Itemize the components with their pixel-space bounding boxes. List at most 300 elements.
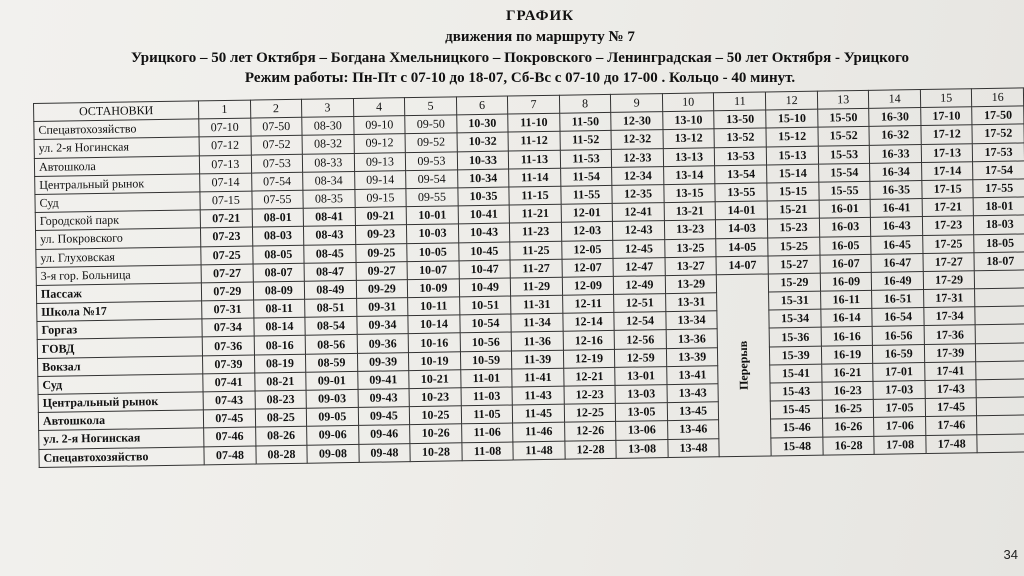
departure-time: 08-28 bbox=[256, 445, 308, 464]
departure-time: 13-29 bbox=[665, 275, 717, 294]
departure-time: 09-05 bbox=[306, 408, 358, 427]
departure-time: 11-03 bbox=[461, 387, 513, 406]
departure-time: 08-23 bbox=[255, 390, 307, 409]
schedule-title: ГРАФИК bbox=[505, 8, 575, 24]
departure-time: 16-35 bbox=[870, 180, 922, 199]
departure-time: 12-11 bbox=[562, 294, 614, 313]
departure-time: 14-01 bbox=[715, 201, 767, 220]
departure-time: 08-35 bbox=[303, 189, 355, 208]
departure-time: 10-33 bbox=[457, 151, 509, 170]
stop-name: Вокзал bbox=[38, 355, 203, 376]
departure-time: 16-41 bbox=[870, 199, 922, 218]
departure-time: 13-15 bbox=[664, 184, 716, 203]
departure-time: 09-39 bbox=[357, 352, 409, 371]
stop-name: Спецавтохозяйство bbox=[39, 446, 204, 467]
departure-time: 11-27 bbox=[510, 259, 562, 278]
stop-name: Городской парк bbox=[35, 210, 200, 231]
departure-time: 08-30 bbox=[302, 117, 354, 136]
departure-time: 17-39 bbox=[924, 343, 976, 362]
departure-time: 10-34 bbox=[457, 169, 509, 188]
stop-name: ул. 2-я Ногинская bbox=[39, 428, 204, 449]
departure-time: 07-27 bbox=[201, 264, 253, 283]
departure-time: 07-43 bbox=[203, 391, 255, 410]
departure-time: 10-59 bbox=[460, 351, 512, 370]
departure-time: 11-41 bbox=[512, 368, 564, 387]
departure-time: 17-08 bbox=[874, 435, 926, 454]
departure-time: 10-21 bbox=[409, 370, 461, 389]
departure-time: 11-15 bbox=[509, 186, 561, 205]
trip-column-header: 10 bbox=[662, 93, 714, 112]
departure-time: 11-55 bbox=[561, 185, 613, 204]
trip-column-header: 2 bbox=[250, 99, 302, 118]
departure-time: 15-39 bbox=[770, 346, 822, 365]
trip-column-header: 3 bbox=[302, 98, 354, 117]
stop-name: Автошкола bbox=[34, 155, 199, 176]
departure-time bbox=[976, 379, 1024, 398]
departure-time: 17-53 bbox=[973, 142, 1024, 161]
departure-time: 17-48 bbox=[926, 434, 978, 453]
departure-time: 08-25 bbox=[255, 408, 307, 427]
departure-time: 15-46 bbox=[771, 419, 823, 438]
trip-column-header: 4 bbox=[353, 98, 405, 117]
departure-time: 10-56 bbox=[460, 332, 512, 351]
departure-time: 17-14 bbox=[921, 161, 973, 180]
departure-time: 16-03 bbox=[819, 218, 871, 237]
departure-time: 16-09 bbox=[820, 272, 872, 291]
trip-column-header: 7 bbox=[508, 95, 560, 114]
departure-time: 17-29 bbox=[923, 271, 975, 290]
departure-time: 17-43 bbox=[925, 380, 977, 399]
departure-time: 16-21 bbox=[822, 363, 874, 382]
departure-time: 08-32 bbox=[302, 135, 354, 154]
break-cell bbox=[717, 274, 772, 457]
operating-hours: Режим работы: Пн-Пт с 07-10 до 18-07, Сб-Вс с 07-10 до 17-00 . Кольцо - 40 минут. bbox=[244, 70, 796, 86]
departure-time: 08-43 bbox=[304, 226, 356, 245]
departure-time: 09-14 bbox=[354, 170, 406, 189]
departure-time bbox=[977, 397, 1024, 416]
departure-time: 10-11 bbox=[408, 297, 460, 316]
departure-time: 12-09 bbox=[562, 276, 614, 295]
departure-time: 12-34 bbox=[612, 166, 664, 185]
departure-time: 11-25 bbox=[510, 241, 562, 260]
departure-time: 09-45 bbox=[358, 407, 410, 426]
departure-time: 11-53 bbox=[560, 149, 612, 168]
departure-time: 09-27 bbox=[356, 261, 408, 280]
departure-time: 12-47 bbox=[613, 257, 665, 276]
stop-name: ул. 2-я Ногинская bbox=[34, 137, 199, 158]
departure-time: 12-54 bbox=[614, 312, 666, 331]
departure-time: 11-45 bbox=[513, 404, 565, 423]
departure-time: 16-16 bbox=[821, 327, 873, 346]
departure-time: 17-23 bbox=[922, 216, 974, 235]
departure-time: 13-08 bbox=[616, 439, 668, 458]
departure-time: 09-46 bbox=[358, 425, 410, 444]
departure-time: 11-52 bbox=[560, 131, 612, 150]
departure-time: 13-12 bbox=[663, 129, 715, 148]
departure-time: 16-28 bbox=[823, 436, 875, 455]
departure-time: 11-31 bbox=[511, 295, 563, 314]
departure-time: 13-39 bbox=[666, 347, 718, 366]
departure-time: 10-51 bbox=[459, 296, 511, 315]
departure-time: 08-54 bbox=[305, 317, 357, 336]
departure-time: 16-59 bbox=[873, 344, 925, 363]
departure-time: 10-32 bbox=[457, 132, 509, 151]
departure-time: 16-47 bbox=[871, 253, 923, 272]
departure-time bbox=[975, 306, 1024, 325]
departure-time: 12-32 bbox=[611, 130, 663, 149]
departure-time: 09-21 bbox=[355, 207, 407, 226]
departure-time: 12-41 bbox=[612, 203, 664, 222]
departure-time: 12-03 bbox=[561, 222, 613, 241]
departure-time: 16-19 bbox=[821, 345, 873, 364]
departure-time: 12-45 bbox=[613, 239, 665, 258]
departure-time: 17-27 bbox=[923, 252, 975, 271]
departure-time: 15-27 bbox=[768, 255, 820, 274]
departure-time: 12-49 bbox=[614, 275, 666, 294]
departure-time: 07-12 bbox=[199, 136, 251, 155]
departure-time: 07-21 bbox=[200, 209, 252, 228]
departure-time: 13-14 bbox=[663, 166, 715, 185]
departure-time: 16-54 bbox=[872, 308, 924, 327]
departure-time: 12-25 bbox=[564, 404, 616, 423]
departure-time: 11-08 bbox=[462, 442, 514, 461]
departure-time: 08-05 bbox=[252, 245, 304, 264]
trip-column-header: 13 bbox=[817, 90, 869, 109]
stop-name: Центральный рынок bbox=[38, 392, 203, 413]
departure-time: 13-01 bbox=[615, 366, 667, 385]
trip-column-header: 9 bbox=[611, 94, 663, 113]
departure-time: 09-34 bbox=[357, 316, 409, 335]
departure-time: 12-23 bbox=[564, 385, 616, 404]
departure-time: 15-48 bbox=[771, 437, 823, 456]
departure-time: 12-35 bbox=[612, 185, 664, 204]
departure-time: 09-55 bbox=[406, 188, 458, 207]
departure-time: 09-01 bbox=[306, 371, 358, 390]
departure-time: 16-11 bbox=[820, 290, 872, 309]
departure-time: 12-33 bbox=[612, 148, 664, 167]
departure-time: 10-49 bbox=[459, 278, 511, 297]
departure-time: 10-19 bbox=[409, 351, 461, 370]
departure-time bbox=[975, 270, 1024, 289]
departure-time: 17-52 bbox=[972, 124, 1024, 143]
departure-time: 15-36 bbox=[769, 328, 821, 347]
departure-time: 08-34 bbox=[303, 171, 355, 190]
departure-time bbox=[976, 361, 1024, 380]
departure-time: 08-03 bbox=[252, 227, 304, 246]
departure-time: 17-54 bbox=[973, 161, 1024, 180]
departure-time: 16-56 bbox=[872, 326, 924, 345]
departure-time: 11-10 bbox=[508, 113, 560, 132]
departure-time: 10-41 bbox=[458, 205, 510, 224]
trip-column-header: 15 bbox=[920, 89, 972, 108]
departure-time: 11-05 bbox=[461, 405, 513, 424]
departure-time: 10-16 bbox=[408, 333, 460, 352]
departure-time: 12-14 bbox=[563, 313, 615, 332]
departure-time: 09-48 bbox=[359, 443, 411, 462]
departure-time: 16-26 bbox=[822, 418, 874, 437]
departure-time: 08-51 bbox=[305, 299, 357, 318]
departure-time: 15-50 bbox=[818, 109, 870, 128]
departure-time: 17-41 bbox=[925, 362, 977, 381]
trip-column-header: 16 bbox=[972, 88, 1024, 107]
departure-time: 13-46 bbox=[667, 420, 719, 439]
departure-time: 17-31 bbox=[923, 289, 975, 308]
departure-time: 07-23 bbox=[201, 227, 253, 246]
departure-time: 12-56 bbox=[614, 330, 666, 349]
stop-name: Горгаз bbox=[37, 319, 202, 340]
departure-time: 09-36 bbox=[357, 334, 409, 353]
departure-time: 13-34 bbox=[666, 311, 718, 330]
departure-time: 15-25 bbox=[768, 237, 820, 256]
departure-time: 07-39 bbox=[203, 355, 255, 374]
departure-time: 13-36 bbox=[666, 329, 718, 348]
departure-time: 11-50 bbox=[559, 113, 611, 132]
departure-time: 08-26 bbox=[255, 427, 307, 446]
departure-time: 07-55 bbox=[252, 190, 304, 209]
departure-time: 07-14 bbox=[200, 173, 252, 192]
departure-time: 13-13 bbox=[663, 147, 715, 166]
departure-time: 10-14 bbox=[408, 315, 460, 334]
departure-time: 08-09 bbox=[253, 281, 305, 300]
stop-name: Школа №17 bbox=[37, 301, 202, 322]
departure-time: 17-01 bbox=[873, 362, 925, 381]
departure-time: 17-25 bbox=[923, 234, 975, 253]
departure-time: 09-25 bbox=[355, 243, 407, 262]
departure-time: 10-05 bbox=[407, 242, 459, 261]
departure-time: 17-55 bbox=[973, 179, 1024, 198]
departure-time: 15-41 bbox=[770, 364, 822, 383]
departure-time: 12-43 bbox=[613, 221, 665, 240]
departure-time: 11-46 bbox=[513, 423, 565, 442]
stop-name: Суд bbox=[35, 192, 200, 213]
departure-time: 13-45 bbox=[667, 402, 719, 421]
departure-time: 17-34 bbox=[924, 307, 976, 326]
departure-time: 07-25 bbox=[201, 246, 253, 265]
departure-time: 14-05 bbox=[716, 237, 768, 256]
departure-time: 13-43 bbox=[667, 384, 719, 403]
departure-time: 10-35 bbox=[458, 187, 510, 206]
departure-time: 13-50 bbox=[714, 110, 766, 129]
departure-time: 13-27 bbox=[665, 256, 717, 275]
departure-time: 16-07 bbox=[820, 254, 872, 273]
departure-time: 17-45 bbox=[925, 398, 977, 417]
departure-time: 11-34 bbox=[511, 313, 563, 332]
departure-time: 17-21 bbox=[922, 198, 974, 217]
departure-time: 10-26 bbox=[410, 424, 462, 443]
departure-time: 10-01 bbox=[406, 206, 458, 225]
departure-time: 09-12 bbox=[354, 134, 406, 153]
departure-time: 11-01 bbox=[460, 369, 512, 388]
departure-time: 11-39 bbox=[512, 350, 564, 369]
departure-time: 10-03 bbox=[407, 224, 459, 243]
departure-time: 10-23 bbox=[409, 388, 461, 407]
departure-time: 17-10 bbox=[921, 107, 973, 126]
departure-time: 12-59 bbox=[615, 348, 667, 367]
departure-time: 09-15 bbox=[355, 189, 407, 208]
departure-time: 15-52 bbox=[818, 127, 870, 146]
route-description: Урицкого – 50 лет Октября – Богдана Хмельницкого – Покровского – Ленинградская – 50 лет Октября - Урицкого bbox=[130, 50, 910, 66]
departure-time: 10-28 bbox=[410, 442, 462, 461]
stop-name: ГОВД bbox=[37, 337, 202, 358]
departure-time: 12-05 bbox=[561, 240, 613, 259]
departure-time: 09-53 bbox=[406, 151, 458, 170]
departure-time: 13-05 bbox=[616, 403, 668, 422]
break-label: Перерыв bbox=[736, 340, 751, 390]
departure-time: 17-36 bbox=[924, 325, 976, 344]
departure-time: 10-07 bbox=[407, 261, 459, 280]
departure-time: 13-06 bbox=[616, 421, 668, 440]
departure-time: 10-43 bbox=[458, 223, 510, 242]
departure-time: 16-01 bbox=[819, 199, 871, 218]
departure-time: 07-15 bbox=[200, 191, 252, 210]
page-number: 34 bbox=[1003, 547, 1018, 562]
departure-time: 11-21 bbox=[509, 204, 561, 223]
departure-time: 08-49 bbox=[304, 280, 356, 299]
departure-time: 07-29 bbox=[201, 282, 253, 301]
departure-time: 12-26 bbox=[564, 422, 616, 441]
departure-time: 07-31 bbox=[202, 300, 254, 319]
departure-time: 14-07 bbox=[716, 256, 768, 275]
departure-time: 12-28 bbox=[565, 440, 617, 459]
departure-time: 08-47 bbox=[304, 262, 356, 281]
departure-time: 08-45 bbox=[304, 244, 356, 263]
departure-time: 08-19 bbox=[254, 354, 306, 373]
stop-name: Центральный рынок bbox=[35, 174, 200, 195]
departure-time: 16-43 bbox=[871, 217, 923, 236]
departure-time: 15-43 bbox=[770, 382, 822, 401]
departure-time: 09-54 bbox=[406, 170, 458, 189]
departure-time: 07-10 bbox=[199, 118, 251, 137]
departure-time: 09-23 bbox=[355, 225, 407, 244]
departure-time: 10-47 bbox=[459, 260, 511, 279]
trip-column-header: 5 bbox=[405, 97, 457, 116]
departure-time: 08-41 bbox=[303, 208, 355, 227]
departure-time: 13-10 bbox=[663, 111, 715, 130]
departure-time: 12-19 bbox=[563, 349, 615, 368]
stop-name: Спецавтохозяйство bbox=[34, 119, 199, 140]
departure-time: 10-09 bbox=[408, 279, 460, 298]
departure-time: 07-54 bbox=[251, 172, 303, 191]
stops-column-header: ОСТАНОВКИ bbox=[34, 101, 199, 122]
departure-time: 07-36 bbox=[202, 336, 254, 355]
departure-time: 09-31 bbox=[356, 298, 408, 317]
departure-time: 07-41 bbox=[203, 373, 255, 392]
departure-time: 16-33 bbox=[870, 144, 922, 163]
departure-time: 07-48 bbox=[204, 446, 256, 465]
departure-time: 16-14 bbox=[821, 309, 873, 328]
departure-time: 15-45 bbox=[771, 400, 823, 419]
departure-time: 17-15 bbox=[922, 180, 974, 199]
stop-name: ул. Покровского bbox=[36, 228, 201, 249]
departure-time: 15-15 bbox=[767, 182, 819, 201]
departure-time: 15-21 bbox=[767, 200, 819, 219]
departure-time: 11-48 bbox=[513, 441, 565, 460]
trip-column-header: 14 bbox=[869, 90, 921, 109]
departure-time: 08-56 bbox=[305, 335, 357, 354]
departure-time: 16-30 bbox=[869, 108, 921, 127]
departure-time: 10-54 bbox=[460, 314, 512, 333]
departure-time: 11-43 bbox=[512, 386, 564, 405]
departure-time: 15-54 bbox=[818, 163, 870, 182]
departure-time: 13-03 bbox=[615, 385, 667, 404]
departure-time: 09-03 bbox=[306, 389, 358, 408]
departure-time: 08-16 bbox=[254, 336, 306, 355]
stop-name: Автошкола bbox=[38, 410, 203, 431]
departure-time: 09-10 bbox=[353, 116, 405, 135]
schedule-table bbox=[33, 87, 1024, 467]
departure-time: 17-03 bbox=[873, 381, 925, 400]
departure-time: 18-01 bbox=[974, 197, 1024, 216]
departure-time: 13-21 bbox=[664, 202, 716, 221]
departure-time bbox=[976, 343, 1024, 362]
departure-time: 11-36 bbox=[511, 332, 563, 351]
departure-time: 13-53 bbox=[715, 147, 767, 166]
trip-column-header: 8 bbox=[559, 94, 611, 113]
departure-time: 08-59 bbox=[306, 353, 358, 372]
departure-time: 17-46 bbox=[925, 416, 977, 435]
departure-time: 17-05 bbox=[874, 399, 926, 418]
departure-time: 08-01 bbox=[252, 208, 304, 227]
departure-time: 16-25 bbox=[822, 400, 874, 419]
trip-column-header: 12 bbox=[766, 91, 818, 110]
departure-time: 11-29 bbox=[511, 277, 563, 296]
departure-time: 11-54 bbox=[560, 167, 612, 186]
departure-time: 16-34 bbox=[870, 162, 922, 181]
departure-time: 12-51 bbox=[614, 294, 666, 313]
departure-time: 07-53 bbox=[251, 154, 303, 173]
departure-time: 11-06 bbox=[461, 423, 513, 442]
trip-column-header: 1 bbox=[199, 100, 251, 119]
departure-time: 13-41 bbox=[667, 366, 719, 385]
departure-time: 08-11 bbox=[253, 299, 305, 318]
departure-time: 07-45 bbox=[203, 409, 255, 428]
departure-time: 10-25 bbox=[410, 406, 462, 425]
departure-time: 07-13 bbox=[199, 155, 251, 174]
schedule-subtitle: движения по маршруту № 7 bbox=[445, 29, 635, 45]
departure-time: 09-43 bbox=[358, 389, 410, 408]
departure-time: 13-55 bbox=[715, 183, 767, 202]
departure-time bbox=[975, 288, 1024, 307]
departure-time: 10-45 bbox=[458, 242, 510, 261]
departure-time bbox=[977, 433, 1024, 452]
departure-time: 09-13 bbox=[354, 152, 406, 171]
departure-time: 13-52 bbox=[714, 128, 766, 147]
trip-column-header: 6 bbox=[456, 96, 508, 115]
stop-name: Суд bbox=[38, 374, 203, 395]
departure-time: 15-34 bbox=[769, 309, 821, 328]
stop-name: ул. Глуховская bbox=[36, 246, 201, 267]
departure-time: 15-29 bbox=[769, 273, 821, 292]
departure-time: 08-21 bbox=[254, 372, 306, 391]
departure-time: 15-12 bbox=[766, 128, 818, 147]
stop-name: 3-я гор. Больница bbox=[36, 265, 201, 286]
departure-time: 15-31 bbox=[769, 291, 821, 310]
departure-time: 18-07 bbox=[974, 252, 1024, 271]
departure-time: 15-13 bbox=[767, 146, 819, 165]
departure-time: 07-34 bbox=[202, 318, 254, 337]
departure-time: 09-50 bbox=[405, 115, 457, 134]
departure-time: 11-14 bbox=[509, 168, 561, 187]
departure-time bbox=[977, 415, 1024, 434]
departure-time: 14-03 bbox=[716, 219, 768, 238]
departure-time: 12-21 bbox=[563, 367, 615, 386]
departure-time: 15-55 bbox=[819, 181, 871, 200]
departure-time: 13-48 bbox=[668, 438, 720, 457]
departure-time: 16-45 bbox=[871, 235, 923, 254]
departure-time: 16-32 bbox=[869, 126, 921, 145]
departure-time: 16-49 bbox=[872, 271, 924, 290]
departure-time: 13-54 bbox=[715, 165, 767, 184]
